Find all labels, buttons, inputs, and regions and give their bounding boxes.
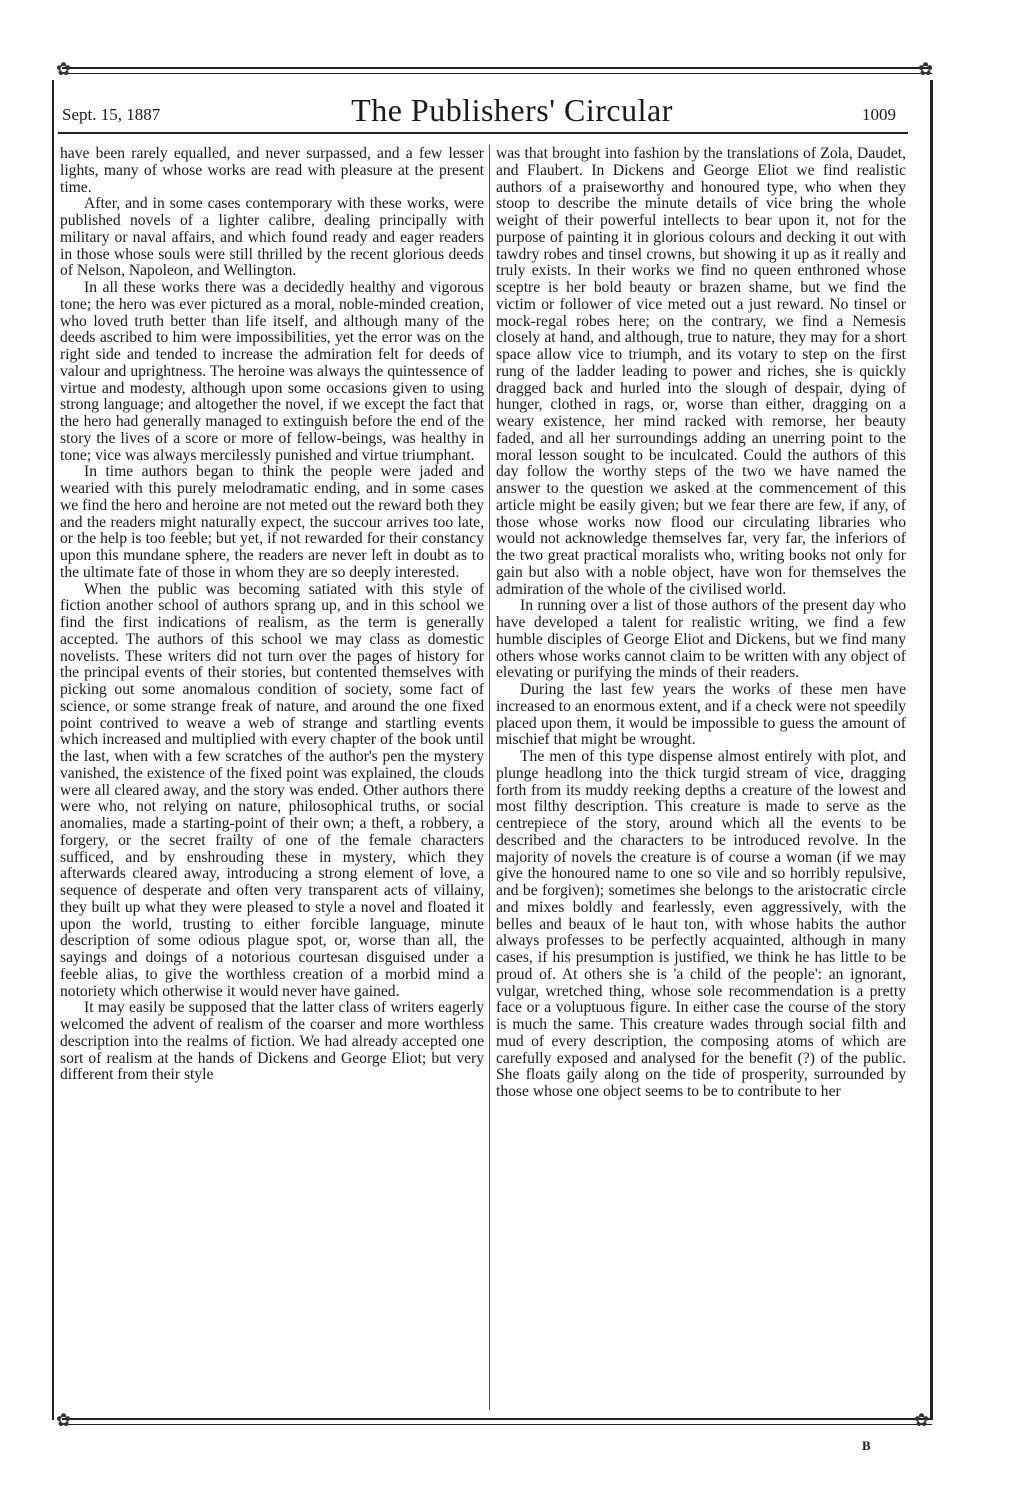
corner-ornament-icon: ✿ [914,1410,930,1430]
top-border-rule [62,67,932,69]
right-column [496,146,906,1101]
right-border-rule [930,80,933,1420]
top-border-rule-inner [62,73,932,74]
issue-date: Sept. 15, 1887 [62,105,161,124]
signature-mark: B [862,1438,871,1453]
paragraph: The men of this type dispense almost entirely with plot, and plunge headlong into the thick turgid stream of vice, dragging forth from its muddy reeking depths a creature of the lowest and most filthy description. This creature is made to serve as the centrepiece of the story, around which all the events to be described and the characters to be introduced revolve. In the majority of novels the creature is of course a woman (if we may give the honoured name to one so vile and so horribly repulsive, and be forgiven); sometimes she belongs to the aristocratic circle and mixes boldly and fearlessly, even aggressively, with the belles and beaux of le haut ton, with whose habits the author always professes to be perfectly acquainted, although in many cases, if his presumption is justified, we think he has little to be proud of. At others she is 'a child of the people': an ignorant, vulgar, wretched thing, whose sole recommendation is a pretty face or a voluptuous figure. In either case the course of the story is much the same. This creature wades through social filth and mud of every description, the composing atoms of which are carefully exposed and analysed for the benefit (?) of the public. She floats gaily along on the tide of prosperity, surrounded by those whose one object seems to be to contribute to her [496,748,906,1100]
paragraph: was that brought into fashion by the translations of Zola, Daudet, and Flaubert. In Dickens and George Eliot we find realistic authors of a praiseworthy and honoured type, who when they stoop to describe the minute details of vice bring the whole weight of their powerful intellects to bear upon it, not for the purpose of painting it in glorious colours and decking it out with tawdry robes and tinsel crowns, but showing it up as it really and truly exists. In their works we find no queen enthroned whose sceptre is her bold beauty or brazen shame, but we find the victim or follower of vice meted out a just reward. No tinsel or mock-regal robes here; on the contrary, we find a Nemesis closely at hand, and although, true to nature, they may for a short space allow vice to triumph, and its votary to step on the first rung of the ladder leading to power and riches, she is quickly dragged back and hurled into the slough of despair, dying of hunger, clothed in rags, or, worse than either, dragging on a weary existence, her mind racked with remorse, her beauty faded, and all her surroundings adding an unerring point to the moral lesson sought to be inculcated. Could the authors of this day follow the worthy steps of the two we have named the answer to the question we asked at the commencement of this article might be easily given; but we fear there are few, if any, of those whose works now flood our circulating libraries who would not acknowledge themselves far, very far, the inferiors of the two great practical moralists who, writing books not only for gain but also with a noble object, have won for themselves the admiration of the whole of the civilised world. [496,145,906,598]
column-divider [489,145,490,1410]
page-number: 1009 [862,105,896,124]
page-title: The Publishers' Circular [351,92,673,128]
bottom-border-rule [62,1418,932,1420]
bottom-border-rule-inner [62,1424,932,1425]
corner-ornament-icon: ✿ [56,1410,72,1430]
left-border-rule [52,80,54,1420]
paragraph: When the public was becoming satiated with this style of fiction another school of authors sprang up, and in this school we find the first indications of realism, as the term is generally accepted. The authors of this school we may class as domestic novelists. These writers did not turn over the pages of history for the principal events of their stories, but contented themselves with picking out some anomalous condition of society, some fact of science, or some strange freak of nature, and around the one fixed point contrived to weave a web of strange and startling events which increased and multiplied with every chapter of the book until the last, when with a few scratches of the author's pen the mystery vanished, the existence of the fixed point was explained, the clouds were all cleared away, and the story was ended. Other authors there were who, not relying on nature, philosophical truths, or social anomalies, made a starting-point of their own; a theft, a robbery, a forgery, or the secret frailty of one of the female characters sufficed, and by enshrouding these in mystery, which they afterwards cleared away, introducing a strong element of love, a sequence of desperate and often very transparent acts of villainy, they built up what they were pleased to style a novel and floated it upon the world, trusting to either forcible language, minute description of some odious plague spot, or, worse than all, the sayings and doings of a notorious courtesan disguised under a feeble alias, to give the worthless creation of a morbid mind a notoriety which otherwise it would never have gained. [60,580,484,1000]
paragraph: In time authors began to think the people were jaded and wearied with this purely melodramatic ending, and in some cases we find the hero and heroine are not meted out the reward both they and the readers might naturally expect, the succour arrives too late, or the help is too feeble; but yet, if not rewarded for their constancy upon this mundane sphere, the readers are never left in doubt as to the ultimate fate of those in whom they are so deeply interested. [60,463,484,581]
paragraph: have been rarely equalled, and never surpassed, and a few lesser lights, many of whose works are read with pleasure at the present time. [60,145,484,196]
paragraph: After, and in some cases contemporary with these works, were published novels of a lighter calibre, dealing principally with military or naval affairs, and which found ready and eager readers in those whose souls were still thrilled by the recent glorious deeds of Nelson, Napoleon, and Wellington. [60,195,484,280]
header-rule [58,132,908,134]
paragraph: During the last few years the works of these men have increased to an enormous extent, and if a check were not speedily placed upon them, it would be impossible to guess the amount of mischief that might be wrought. [496,681,906,749]
paragraph: In running over a list of those authors of the present day who have developed a talent for realistic writing, we find a few humble disciples of George Eliot and Dickens, but we find many others whose works cannot claim to be written with any object of elevating or purifying the minds of their readers. [496,597,906,682]
corner-ornament-icon: ✿ [918,59,934,79]
corner-ornament-icon: ✿ [56,59,72,79]
paragraph: It may easily be supposed that the latter class of writers eagerly welcomed the advent of realism of the coarser and more worthless description into the realms of fiction. We had already accepted one sort of realism at the hands of Dickens and George Eliot; but very different from their style [60,999,484,1084]
paragraph: In all these works there was a decidedly healthy and vigorous tone; the hero was ever pictured as a moral, noble-minded creation, who loved truth better than life itself, and although many of the deeds ascribed to him were impossibilities, yet the error was on the right side and tended to increase the admiration felt for deeds of valour and uprightness. The heroine was always the quintessence of virtue and modesty, although upon some occasions given to using strong language; and altogether the novel, if we except the fact that the hero had generally managed to extinguish before the end of the story the lives of a score or more of fellow-beings, was healthy in tone; vice was always mercilessly punished and virtue triumphant. [60,279,484,464]
left-column [60,146,484,1084]
